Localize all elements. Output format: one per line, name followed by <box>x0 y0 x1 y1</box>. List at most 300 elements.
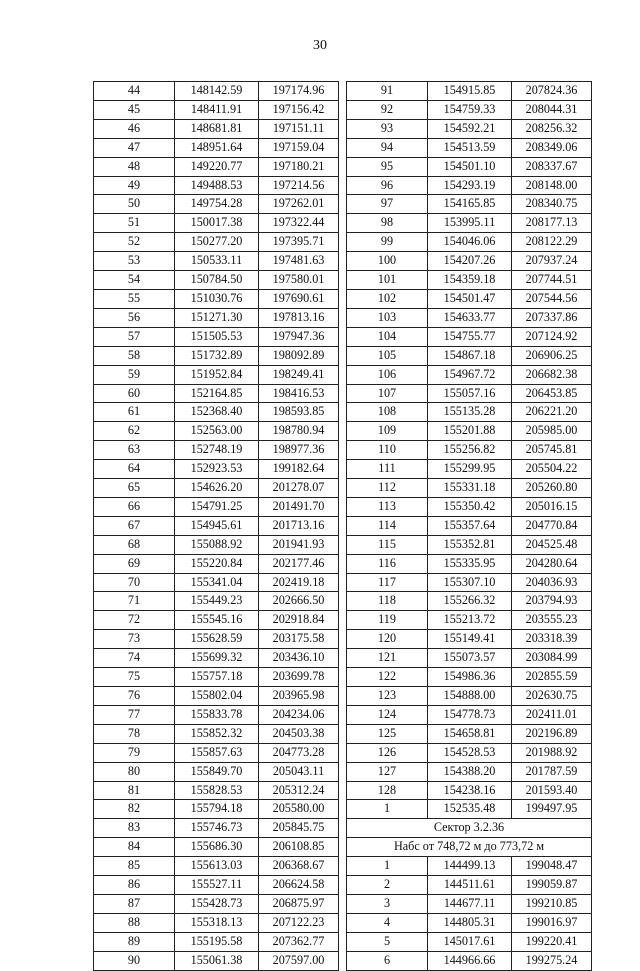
table-row <box>94 214 339 233</box>
table-row <box>94 479 339 498</box>
table-row <box>347 460 592 479</box>
x-coordinate: 155794.18 <box>175 800 259 819</box>
y-coordinate: 204525.48 <box>512 535 592 554</box>
point-number: 56 <box>94 308 175 327</box>
point-number: 83 <box>94 819 175 838</box>
y-coordinate: 206108.85 <box>259 838 339 857</box>
point-number: 98 <box>347 214 428 233</box>
x-coordinate: 155341.04 <box>175 573 259 592</box>
x-coordinate: 155802.04 <box>175 687 259 706</box>
point-number: 121 <box>347 649 428 668</box>
table-row <box>94 913 339 932</box>
point-number: 55 <box>94 289 175 308</box>
y-coordinate: 199275.24 <box>512 951 592 970</box>
point-number: 115 <box>347 535 428 554</box>
page-number: 30 <box>313 38 327 53</box>
point-number: 59 <box>94 365 175 384</box>
point-number: 49 <box>94 176 175 195</box>
right-coordinates-table <box>346 81 592 971</box>
table-row <box>94 705 339 724</box>
table-row <box>94 838 339 857</box>
point-number: 101 <box>347 271 428 290</box>
table-row <box>94 611 339 630</box>
y-coordinate: 206453.85 <box>512 384 592 403</box>
point-number: 99 <box>347 233 428 252</box>
point-number: 117 <box>347 573 428 592</box>
y-coordinate: 197580.01 <box>259 271 339 290</box>
table-row <box>94 289 339 308</box>
x-coordinate: 155266.32 <box>428 592 512 611</box>
x-coordinate: 154633.77 <box>428 308 512 327</box>
y-coordinate: 201787.59 <box>512 762 592 781</box>
table-row <box>347 687 592 706</box>
y-coordinate: 197180.21 <box>259 157 339 176</box>
point-number: 125 <box>347 724 428 743</box>
table-row <box>347 289 592 308</box>
table-row <box>94 687 339 706</box>
table-row <box>347 630 592 649</box>
x-coordinate: 155149.41 <box>428 630 512 649</box>
y-coordinate: 197151.11 <box>259 119 339 138</box>
y-coordinate: 201491.70 <box>259 497 339 516</box>
table-row <box>347 138 592 157</box>
x-coordinate: 150017.38 <box>175 214 259 233</box>
table-row <box>94 535 339 554</box>
y-coordinate: 197690.61 <box>259 289 339 308</box>
x-coordinate: 154592.21 <box>428 119 512 138</box>
table-row <box>94 668 339 687</box>
table-row <box>94 743 339 762</box>
x-coordinate: 154293.19 <box>428 176 512 195</box>
point-number: 62 <box>94 422 175 441</box>
x-coordinate: 155628.59 <box>175 630 259 649</box>
point-number: 128 <box>347 781 428 800</box>
y-coordinate: 207937.24 <box>512 252 592 271</box>
point-number: 95 <box>347 157 428 176</box>
point-number: 86 <box>94 876 175 895</box>
table-row <box>94 252 339 271</box>
y-coordinate: 208256.32 <box>512 119 592 138</box>
point-number: 6 <box>347 951 428 970</box>
y-coordinate: 205580.00 <box>259 800 339 819</box>
x-coordinate: 151732.89 <box>175 346 259 365</box>
x-coordinate: 152164.85 <box>175 384 259 403</box>
point-number: 76 <box>94 687 175 706</box>
x-coordinate: 154388.20 <box>428 762 512 781</box>
x-coordinate: 148142.59 <box>175 82 259 101</box>
point-number: 81 <box>94 781 175 800</box>
x-coordinate: 154528.53 <box>428 743 512 762</box>
table-row <box>347 308 592 327</box>
x-coordinate: 149220.77 <box>175 157 259 176</box>
left-coordinates-table <box>93 81 339 971</box>
point-number: 58 <box>94 346 175 365</box>
x-coordinate: 155073.57 <box>428 649 512 668</box>
table-row <box>94 82 339 101</box>
x-coordinate: 144966.66 <box>428 951 512 970</box>
point-number: 61 <box>94 403 175 422</box>
point-number: 102 <box>347 289 428 308</box>
y-coordinate: 203436.10 <box>259 649 339 668</box>
x-coordinate: 154778.73 <box>428 705 512 724</box>
x-coordinate: 150784.50 <box>175 271 259 290</box>
point-number: 70 <box>94 573 175 592</box>
y-coordinate: 206221.20 <box>512 403 592 422</box>
y-coordinate: 197947.36 <box>259 327 339 346</box>
table-row <box>94 119 339 138</box>
point-number: 65 <box>94 479 175 498</box>
x-coordinate: 155220.84 <box>175 554 259 573</box>
table-row <box>94 157 339 176</box>
y-coordinate: 202419.18 <box>259 573 339 592</box>
x-coordinate: 155828.53 <box>175 781 259 800</box>
x-coordinate: 155350.42 <box>428 497 512 516</box>
table-row <box>347 271 592 290</box>
sector-subtitle: Набс от 748,72 м до 773,72 м <box>347 838 592 857</box>
y-coordinate: 208349.06 <box>512 138 592 157</box>
y-coordinate: 197262.01 <box>259 195 339 214</box>
y-coordinate: 197481.63 <box>259 252 339 271</box>
x-coordinate: 152368.40 <box>175 403 259 422</box>
point-number: 94 <box>347 138 428 157</box>
table-row <box>347 913 592 932</box>
table-row <box>347 762 592 781</box>
y-coordinate: 201941.93 <box>259 535 339 554</box>
y-coordinate: 206906.25 <box>512 346 592 365</box>
point-number: 69 <box>94 554 175 573</box>
x-coordinate: 155352.81 <box>428 535 512 554</box>
table-row <box>94 932 339 951</box>
y-coordinate: 207337.86 <box>512 308 592 327</box>
point-number: 89 <box>94 932 175 951</box>
table-row <box>94 176 339 195</box>
table-row <box>94 195 339 214</box>
table-row <box>94 649 339 668</box>
table-row <box>347 100 592 119</box>
y-coordinate: 198416.53 <box>259 384 339 403</box>
table-row <box>347 592 592 611</box>
x-coordinate: 151030.76 <box>175 289 259 308</box>
x-coordinate: 155357.64 <box>428 516 512 535</box>
x-coordinate: 154501.47 <box>428 289 512 308</box>
y-coordinate: 202630.75 <box>512 687 592 706</box>
y-coordinate: 204773.28 <box>259 743 339 762</box>
y-coordinate: 207124.92 <box>512 327 592 346</box>
table-row <box>94 497 339 516</box>
y-coordinate: 208148.00 <box>512 176 592 195</box>
y-coordinate: 202196.89 <box>512 724 592 743</box>
y-coordinate: 205043.11 <box>259 762 339 781</box>
x-coordinate: 154759.33 <box>428 100 512 119</box>
point-number: 63 <box>94 441 175 460</box>
x-coordinate: 155686.30 <box>175 838 259 857</box>
table-row <box>347 441 592 460</box>
table-row <box>347 951 592 970</box>
table-row <box>94 781 339 800</box>
table-row <box>94 346 339 365</box>
table-row <box>347 554 592 573</box>
point-number: 57 <box>94 327 175 346</box>
x-coordinate: 154755.77 <box>428 327 512 346</box>
point-number: 106 <box>347 365 428 384</box>
point-number: 97 <box>347 195 428 214</box>
point-number: 93 <box>347 119 428 138</box>
y-coordinate: 202666.50 <box>259 592 339 611</box>
x-coordinate: 154967.72 <box>428 365 512 384</box>
table-row <box>94 724 339 743</box>
table-row <box>94 441 339 460</box>
point-number: 44 <box>94 82 175 101</box>
y-coordinate: 197156.42 <box>259 100 339 119</box>
x-coordinate: 154791.25 <box>175 497 259 516</box>
y-coordinate: 198977.36 <box>259 441 339 460</box>
y-coordinate: 203318.39 <box>512 630 592 649</box>
point-number: 100 <box>347 252 428 271</box>
point-number: 113 <box>347 497 428 516</box>
table-row <box>94 554 339 573</box>
x-coordinate: 144499.13 <box>428 857 512 876</box>
point-number: 124 <box>347 705 428 724</box>
point-number: 111 <box>347 460 428 479</box>
table-row <box>347 346 592 365</box>
point-number: 120 <box>347 630 428 649</box>
y-coordinate: 207824.36 <box>512 82 592 101</box>
x-coordinate: 154626.20 <box>175 479 259 498</box>
table-row <box>94 100 339 119</box>
point-number: 109 <box>347 422 428 441</box>
point-number: 105 <box>347 346 428 365</box>
x-coordinate: 155849.70 <box>175 762 259 781</box>
point-number: 122 <box>347 668 428 687</box>
point-number: 52 <box>94 233 175 252</box>
point-number: 116 <box>347 554 428 573</box>
point-number: 48 <box>94 157 175 176</box>
y-coordinate: 207597.00 <box>259 951 339 970</box>
point-number: 104 <box>347 327 428 346</box>
point-number: 71 <box>94 592 175 611</box>
table-row <box>94 876 339 895</box>
x-coordinate: 154888.00 <box>428 687 512 706</box>
x-coordinate: 155331.18 <box>428 479 512 498</box>
y-coordinate: 197214.56 <box>259 176 339 195</box>
y-coordinate: 206682.38 <box>512 365 592 384</box>
y-coordinate: 199182.64 <box>259 460 339 479</box>
table-row <box>347 857 592 876</box>
point-number: 4 <box>347 913 428 932</box>
point-number: 67 <box>94 516 175 535</box>
x-coordinate: 150533.11 <box>175 252 259 271</box>
y-coordinate: 202855.59 <box>512 668 592 687</box>
table-row <box>347 195 592 214</box>
point-number: 50 <box>94 195 175 214</box>
table-row <box>347 479 592 498</box>
x-coordinate: 154501.10 <box>428 157 512 176</box>
point-number: 119 <box>347 611 428 630</box>
table-row <box>347 422 592 441</box>
y-coordinate: 206875.97 <box>259 894 339 913</box>
y-coordinate: 201713.16 <box>259 516 339 535</box>
point-number: 3 <box>347 894 428 913</box>
table-row <box>347 365 592 384</box>
point-number: 80 <box>94 762 175 781</box>
y-coordinate: 203699.78 <box>259 668 339 687</box>
x-coordinate: 154207.26 <box>428 252 512 271</box>
point-number: 84 <box>94 838 175 857</box>
point-number: 5 <box>347 932 428 951</box>
table-row <box>94 460 339 479</box>
y-coordinate: 204503.38 <box>259 724 339 743</box>
point-number: 96 <box>347 176 428 195</box>
y-coordinate: 199497.95 <box>512 800 592 819</box>
x-coordinate: 149754.28 <box>175 195 259 214</box>
point-number: 66 <box>94 497 175 516</box>
y-coordinate: 204234.06 <box>259 705 339 724</box>
point-number: 64 <box>94 460 175 479</box>
x-coordinate: 155757.18 <box>175 668 259 687</box>
y-coordinate: 205312.24 <box>259 781 339 800</box>
y-coordinate: 199210.85 <box>512 894 592 913</box>
sector-subtitle-row <box>347 838 592 857</box>
point-number: 123 <box>347 687 428 706</box>
y-coordinate: 208340.75 <box>512 195 592 214</box>
x-coordinate: 154513.59 <box>428 138 512 157</box>
y-coordinate: 201593.40 <box>512 781 592 800</box>
x-coordinate: 151952.84 <box>175 365 259 384</box>
x-coordinate: 154046.06 <box>428 233 512 252</box>
y-coordinate: 202177.46 <box>259 554 339 573</box>
table-row <box>347 649 592 668</box>
table-row <box>347 497 592 516</box>
table-row <box>94 233 339 252</box>
x-coordinate: 154915.85 <box>428 82 512 101</box>
y-coordinate: 202411.01 <box>512 705 592 724</box>
table-row <box>94 384 339 403</box>
x-coordinate: 155299.95 <box>428 460 512 479</box>
x-coordinate: 155307.10 <box>428 573 512 592</box>
y-coordinate: 198593.85 <box>259 403 339 422</box>
table-row <box>347 327 592 346</box>
point-number: 127 <box>347 762 428 781</box>
table-row <box>347 932 592 951</box>
point-number: 1 <box>347 857 428 876</box>
y-coordinate: 205985.00 <box>512 422 592 441</box>
point-number: 118 <box>347 592 428 611</box>
y-coordinate: 203794.93 <box>512 592 592 611</box>
table-row <box>347 705 592 724</box>
point-number: 75 <box>94 668 175 687</box>
x-coordinate: 152748.19 <box>175 441 259 460</box>
point-number: 112 <box>347 479 428 498</box>
x-coordinate: 155857.63 <box>175 743 259 762</box>
point-number: 82 <box>94 800 175 819</box>
table-row <box>347 724 592 743</box>
y-coordinate: 199016.97 <box>512 913 592 932</box>
x-coordinate: 155746.73 <box>175 819 259 838</box>
x-coordinate: 155256.82 <box>428 441 512 460</box>
x-coordinate: 148411.91 <box>175 100 259 119</box>
y-coordinate: 205845.75 <box>259 819 339 838</box>
x-coordinate: 154658.81 <box>428 724 512 743</box>
table-row <box>94 951 339 970</box>
table-row <box>94 365 339 384</box>
x-coordinate: 144511.61 <box>428 876 512 895</box>
x-coordinate: 155195.58 <box>175 932 259 951</box>
point-number: 77 <box>94 705 175 724</box>
point-number: 110 <box>347 441 428 460</box>
x-coordinate: 154867.18 <box>428 346 512 365</box>
table-row <box>94 630 339 649</box>
table-row <box>347 876 592 895</box>
y-coordinate: 207362.77 <box>259 932 339 951</box>
x-coordinate: 155318.13 <box>175 913 259 932</box>
x-coordinate: 152535.48 <box>428 800 512 819</box>
table-row <box>347 403 592 422</box>
y-coordinate: 208177.13 <box>512 214 592 233</box>
x-coordinate: 144677.11 <box>428 894 512 913</box>
y-coordinate: 206624.58 <box>259 876 339 895</box>
point-number: 54 <box>94 271 175 290</box>
table-row <box>347 233 592 252</box>
point-number: 108 <box>347 403 428 422</box>
point-number: 90 <box>94 951 175 970</box>
x-coordinate: 154986.36 <box>428 668 512 687</box>
y-coordinate: 207544.56 <box>512 289 592 308</box>
table-row <box>94 762 339 781</box>
point-number: 87 <box>94 894 175 913</box>
y-coordinate: 205745.81 <box>512 441 592 460</box>
y-coordinate: 205260.80 <box>512 479 592 498</box>
x-coordinate: 152563.00 <box>175 422 259 441</box>
x-coordinate: 153995.11 <box>428 214 512 233</box>
y-coordinate: 198780.94 <box>259 422 339 441</box>
y-coordinate: 208044.31 <box>512 100 592 119</box>
point-number: 107 <box>347 384 428 403</box>
y-coordinate: 197322.44 <box>259 214 339 233</box>
y-coordinate: 201988.92 <box>512 743 592 762</box>
table-row <box>94 819 339 838</box>
point-number: 2 <box>347 876 428 895</box>
x-coordinate: 151271.30 <box>175 308 259 327</box>
point-number: 88 <box>94 913 175 932</box>
x-coordinate: 155699.32 <box>175 649 259 668</box>
x-coordinate: 155335.95 <box>428 554 512 573</box>
table-row <box>94 894 339 913</box>
x-coordinate: 155527.11 <box>175 876 259 895</box>
table-row <box>94 516 339 535</box>
y-coordinate: 204770.84 <box>512 516 592 535</box>
y-coordinate: 203175.58 <box>259 630 339 649</box>
table-row <box>347 516 592 535</box>
point-number: 74 <box>94 649 175 668</box>
table-row <box>347 214 592 233</box>
y-coordinate: 203555.23 <box>512 611 592 630</box>
x-coordinate: 152923.53 <box>175 460 259 479</box>
y-coordinate: 197159.04 <box>259 138 339 157</box>
y-coordinate: 205016.15 <box>512 497 592 516</box>
sector-title-row <box>347 819 592 838</box>
table-row <box>94 422 339 441</box>
table-row <box>347 573 592 592</box>
point-number: 45 <box>94 100 175 119</box>
point-number: 91 <box>347 82 428 101</box>
y-coordinate: 204036.93 <box>512 573 592 592</box>
point-number: 103 <box>347 308 428 327</box>
y-coordinate: 197395.71 <box>259 233 339 252</box>
x-coordinate: 155057.16 <box>428 384 512 403</box>
table-row <box>94 573 339 592</box>
table-row <box>347 800 592 819</box>
point-number: 85 <box>94 857 175 876</box>
